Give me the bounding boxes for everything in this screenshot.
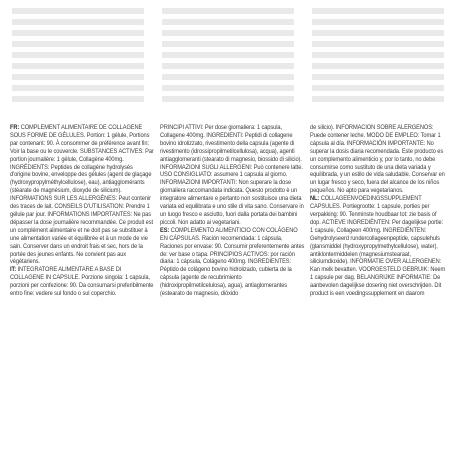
label-column-1 [10,124,154,298]
label-column-2 [160,124,304,298]
label-section-it-continued: PRINCIPI ATTIVI: Per dose giornaliera: 1 capsula, Collagene 400mg. INGREDIENTI: Peptidi di collagene bovino idrolizzato, rivestimento della capsula (agente di rivestimento (idrossipropilmetilcellulosa), acqua), agenti antiagglomeranti (stearato di magnesio, biossido di silicio). INFORMAZIONI SUGLI ALLERGENI: Può contenere latte. USO CONSIGLIATO: assumere 1 capsula al giorno. INFORMAZIONI IMPORTANTI: Non superare la dose giornaliera raccomandata indicata. Questo prodotto è un integratore alimentare e pertanto non sostituisce una dieta variata ed equilibrata e uno stile di vita sano. Conservare in un luogo fresco e asciutto, fuori dalla portata dei bambini piccoli. Non adatto ai vegetariani. [160,124,304,226]
label-section-nl: NL: COLLAGEENVOEDINGSSUPPLEMENT CAPSULES. Portiegrootte: 1 capsule, porties per verpakking: 90. Tenminste houdbaar tot: zie basis of dop. ACTIEVE INGREDIËNTEN: Per dagelijkse portie: 1 capsule, Collageen 400mg. INGREDIËNTEN: Gehydrolyseerd rundercollageenpeptide, capsulehuls (glansmiddel (hydroxypropylmethylcellulose), water), antiklontermiddelen (magnesiumstearaat, siliciumdioxide). INFORMATIE OVER ALLERGENEN: Kan melk bevatten. VOORGESTELD GEBRUIK: Neem 1 capsule per dag. BELANGRIJKE INFORMATIE: De aanbevolen dagelijkse dosering niet overschrijden. Dit product is een voedingssupplement en daarom [310,195,446,298]
label-section-it: IT: INTEGRATORE ALIMENTARE A BASE DI COLLAGENE IN CAPSULE. Porzione singola: 1 capsula, porzioni per confezione: 90. Da consumarsi preferibilmente entro fine: vedere sul fondo o sul coperchio. [10,266,154,298]
label-column-3 [310,124,445,298]
label-section-es-continued: de silicio). INFORMACIÓN SOBRE ALÉRGENOS: Puede contener leche. MODO DE EMPLEO: Tomar 1 cápsula al día. INFORMACIÓN IMPORTANTE: No superar la dosis diaria recomendada. Este producto es un complemento alimenticio y, por lo tanto, no debe consumirse como sustituto de una dieta variada y equilibrada, y un estilo de vida saludable. Conservar en un lugar fresco y seco, fuera del alcance de los niños pequeños. No apto para vegetarianos. [310,124,445,195]
label-section-fr: FR: COMPLÉMENT ALIMENTAIRE DE COLLAGÈNE SOUS FORME DE GÉLULES. Portion: 1 gélule, Portions par contenant: 90. À consommer de préférence avant fin: Voir la base ou le couvercle. SUBSTANCES ACTIVES: Par portion journalière: 1 gélule, Collagène 400mg. INGRÉDIENTS: Peptides de collagène hydrolysés d'origine bovine, enveloppe des gélules (agent de glaçage (hydroxypropylméthylcellulose), eau), antiagglomérants (stéarate de magnésium, dioxyde de silicium). INFORMATIONS SUR LES ALLERGÈNES: Peut contenir des traces de lait. CONSEILS D'UTILISATION: Prendre 1 gélule par jour. INFORMATIONS IMPORTANTES: Ne pas dépasser la dose journalière recommandée. Ce produit est un complément alimentaire et ne doit pas se substituer à une alimentation variée et équilibrée et à un mode de vie sain. Conserver dans un endroit frais et sec, hors de la portée des jeunes enfants. Ne convient pas aux végétariens. [10,124,154,266]
faint-background-text [0,8,456,112]
label-section-es: ES: COMPLEMENTO ALIMENTICIO CON COLÁGENO EN CÁPSULAS. Ración recomendada: 1 cápsula, Raciones por envase: 90. Consumir preferentemente antes de: ver base o tapa. PRINCIPIOS ACTIVOS: por ración diaria: 1 cápsula, Colágeno 400mg. INGREDIENTES: Péptido de colágeno bovino hidrolizado, cubierta de la cápsula (agente de recubrimiento (hidroxipropilmetilcelulosa), agua), antiaglomerantes (estearato de magnesio, dióxido [160,226,305,298]
